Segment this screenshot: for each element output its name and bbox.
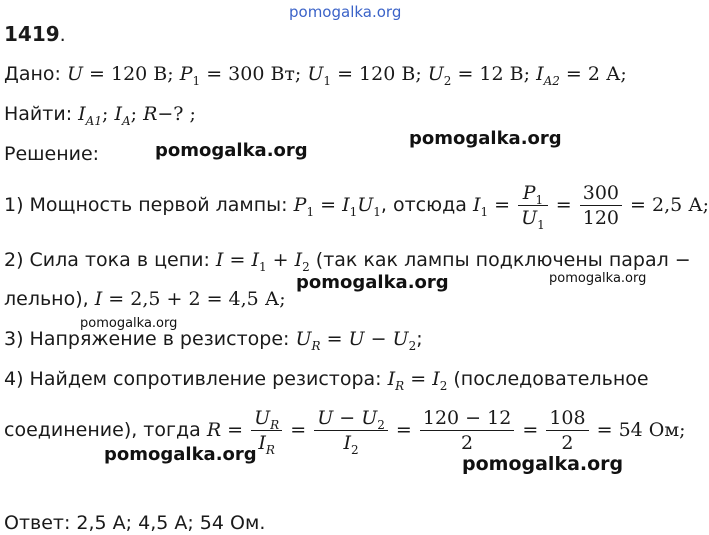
- step-4: 4) Найдем сопротивление резистора: $I_R = I_2$ (последовательное: [4, 368, 649, 393]
- fraction: $\frac{300}{120}$: [580, 181, 622, 230]
- find-label: Найти:: [4, 103, 73, 125]
- fraction: $\frac{U_R}{I_R}$: [251, 406, 282, 455]
- fraction: $\frac{U - U_2}{I_2}$: [314, 406, 388, 455]
- find-line: Найти: $I_{A1}$; $I_A$; R−? ;: [4, 103, 196, 128]
- step-4-cont: соединение), тогда R = $\frac{U_R}{I_R}$ = $\frac{U - U_2}{I_2}$ = $\frac{120 - 12}{2}$ = $\frac{108}{2}$ = 54 Ом;: [4, 407, 686, 457]
- watermark: pomogalka.org: [462, 453, 624, 475]
- given-line: Дано: U = 120 В; $P_1 = 300$ Вт; $U_1 = 120$ В; $U_2 = 12$ В; $I_{A2} = 2$ А;: [4, 63, 627, 88]
- step-1: 1) Мощность первой лампы: $P_1 = I_1U_1$, отсюда $I_1$ = $\frac{P_1}{U_1}$ = $\frac{300}{120}$ = 2,5 А;: [4, 182, 709, 232]
- watermark: pomogalka.org: [409, 128, 562, 149]
- fraction: $\frac{108}{2}$: [546, 406, 588, 455]
- given-label: Дано:: [4, 63, 61, 85]
- solution-label: Решение:: [4, 143, 100, 165]
- watermark: pomogalka.org: [80, 316, 178, 331]
- answer-line: Ответ: 2,5 А; 4,5 А; 54 Ом.: [4, 512, 266, 534]
- watermark: pomogalka.org: [296, 272, 449, 293]
- watermark: pomogalka.org: [104, 444, 257, 465]
- problem-number: 1419.: [4, 22, 66, 46]
- watermark: pomogalka.org: [549, 271, 647, 286]
- watermark-top: pomogalka.org: [289, 3, 402, 21]
- step-2-cont: лельно), I = 2,5 + 2 = 4,5 А;: [4, 288, 286, 310]
- fraction: $\frac{P_1}{U_1}$: [518, 181, 548, 230]
- fraction: $\frac{120 - 12}{2}$: [420, 406, 514, 455]
- step-2: 2) Сила тока в цепи: $I = I_1 + I_2$ (так как лампы подключены парал −: [4, 249, 691, 274]
- watermark: pomogalka.org: [155, 140, 308, 161]
- step-3: 3) Напряжение в резисторе: $U_R = U - U_2$;: [4, 328, 423, 353]
